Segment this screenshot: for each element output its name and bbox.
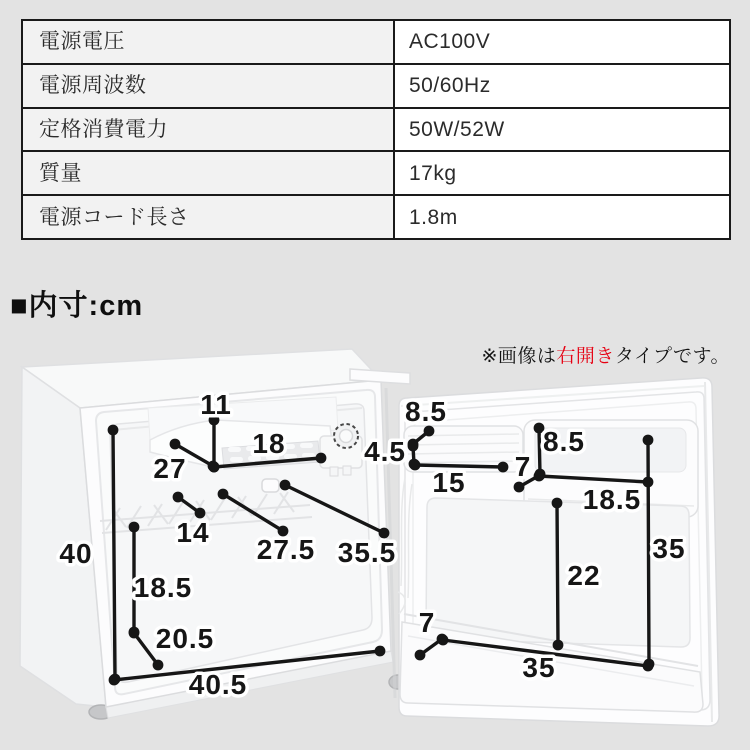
dimension-label: 27	[153, 453, 187, 484]
dimension-line	[113, 430, 115, 679]
dimension-dot	[109, 675, 120, 686]
dimension-label: 20.5	[155, 623, 215, 654]
dimension-dot	[514, 482, 525, 493]
dimension-dot	[643, 435, 654, 446]
dimension-dot	[208, 461, 219, 472]
dimension-dot	[438, 635, 449, 646]
section-heading-text: 内寸:cm	[28, 290, 144, 322]
dimension-dot	[218, 489, 229, 500]
dimension-dot	[643, 661, 654, 672]
dimension-label: 35	[652, 533, 686, 564]
note-highlight: 右開き	[556, 346, 615, 367]
dimension-label: 4.5	[364, 436, 406, 467]
dimension-dot	[534, 471, 545, 482]
spec-label: 電源周波数	[22, 64, 394, 108]
dimension-line	[648, 440, 649, 664]
dimension-dot	[129, 522, 140, 533]
spec-value: 17kg	[394, 151, 730, 195]
note-suffix: タイプです。	[614, 346, 730, 367]
cavity-drain-knob	[262, 479, 279, 492]
dimension-dot	[316, 453, 327, 464]
dimension-dot	[170, 439, 181, 450]
dimension-dot	[108, 425, 119, 436]
dimension-dot	[173, 492, 184, 503]
spec-value: 1.8m	[394, 195, 730, 239]
spec-label: 定格消費電力	[22, 108, 394, 152]
dimension-label: 22	[567, 560, 601, 591]
dimension-label: 35.5	[337, 537, 397, 568]
dimension-dot	[410, 460, 421, 471]
spec-value: AC100V	[394, 20, 730, 64]
spec-value: 50/60Hz	[394, 64, 730, 108]
dimension-label: 15	[432, 467, 466, 498]
dimension-label: 7	[514, 451, 532, 482]
dimension-label: 18.5	[133, 572, 193, 603]
dimension-dot	[153, 660, 164, 671]
dimension-label: 27.5	[256, 534, 316, 565]
dimension-label: 11	[200, 389, 232, 420]
dimension-dot	[553, 640, 564, 651]
dimension-label: 7	[418, 607, 436, 638]
dimension-label: 14	[176, 517, 210, 548]
dimension-label: 40	[59, 538, 93, 569]
spec-label: 電源電圧	[22, 20, 394, 64]
dimension-dot	[280, 480, 291, 491]
dimension-dot	[498, 462, 509, 473]
spec-value: 50W/52W	[394, 108, 730, 152]
dimension-dot	[129, 628, 140, 639]
dimension-dot	[424, 426, 435, 437]
dimension-label: 18	[252, 428, 286, 459]
dimension-line	[557, 503, 558, 645]
spec-label: 電源コード長さ	[22, 195, 394, 239]
thermostat-dial-inner	[340, 430, 353, 443]
dimension-dot	[408, 441, 419, 452]
dimension-label: 18.5	[582, 484, 642, 515]
dimension-label: 8.5	[405, 396, 447, 427]
dimension-dot	[415, 650, 426, 661]
dimension-dot	[552, 498, 563, 509]
dimension-label: 8.5	[543, 426, 585, 457]
dimension-label: 40.5	[188, 669, 248, 700]
heading-square-icon: ■	[10, 290, 29, 322]
dimension-label: 35	[522, 652, 556, 683]
spec-label: 質量	[22, 151, 394, 195]
note-prefix: ※画像は	[481, 346, 557, 367]
dimension-line	[539, 428, 540, 474]
dimension-dot	[375, 646, 386, 657]
